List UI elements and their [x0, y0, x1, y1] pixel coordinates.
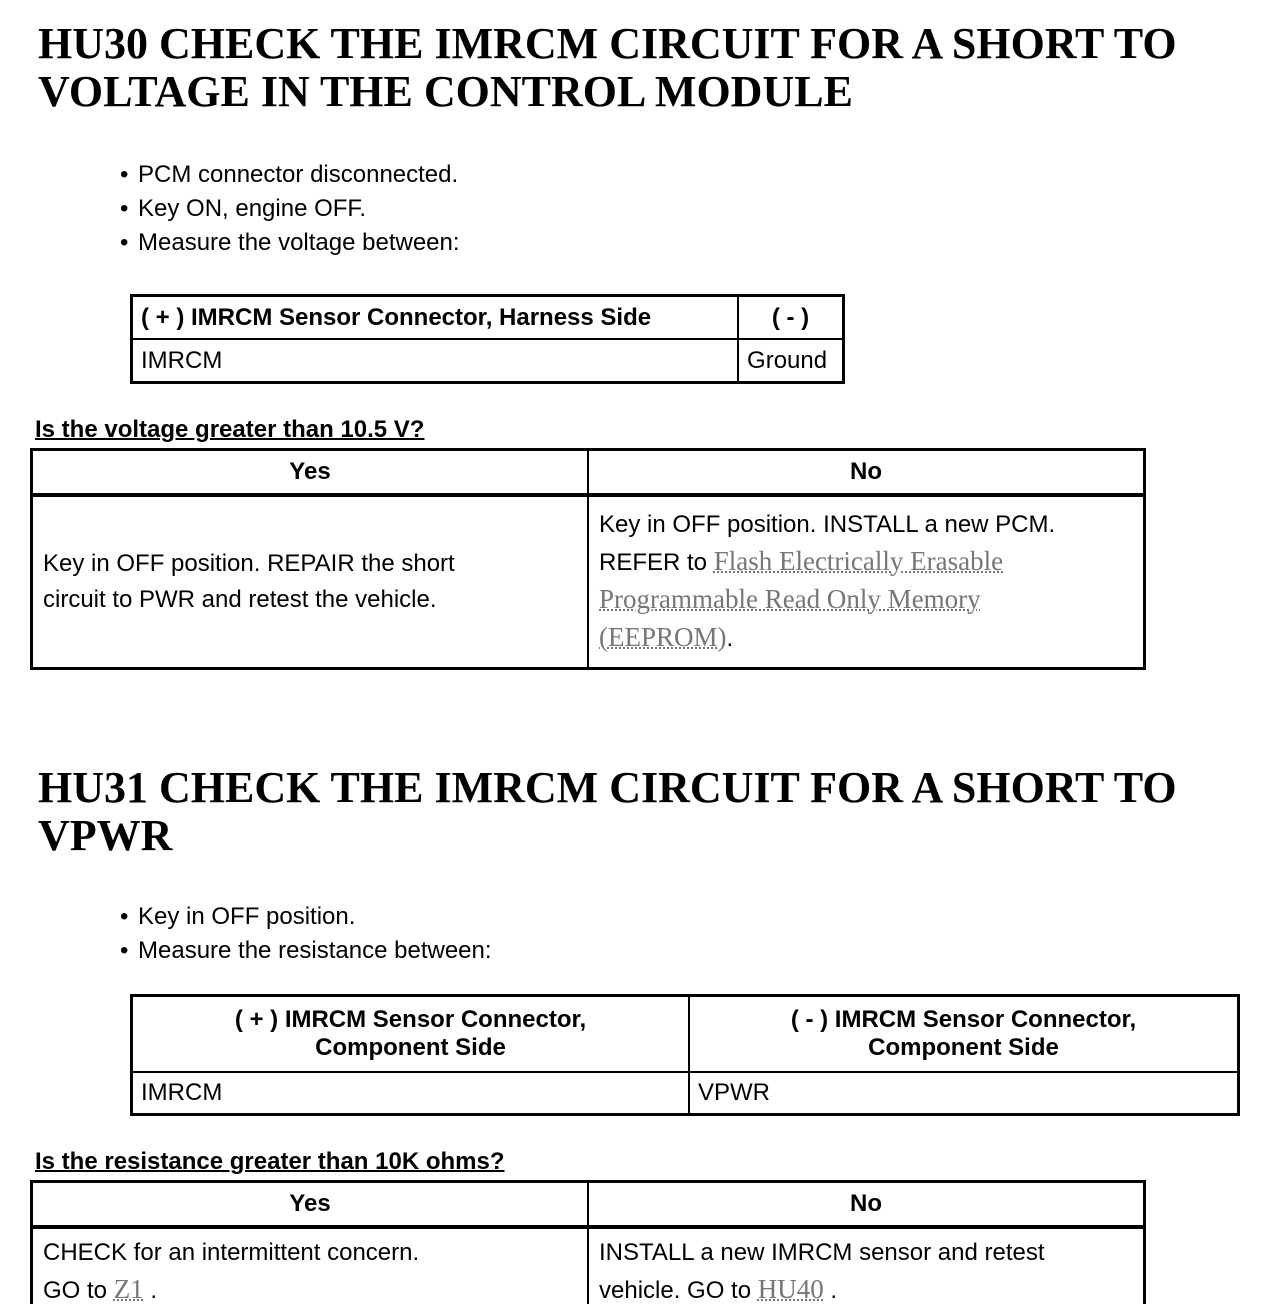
- yes-action-text: Key in OFF position. REPAIR the short: [43, 550, 455, 577]
- measure-minus-value: VPWR: [689, 1072, 1239, 1115]
- sentence-period: .: [823, 1277, 838, 1304]
- table-header-row: [32, 1182, 1145, 1228]
- header-line: ( - ) IMRCM Sensor Connector,: [790, 1006, 1137, 1033]
- table-header-row: [132, 996, 1239, 1073]
- yes-action-text: CHECK for an intermittent concern.: [43, 1239, 420, 1266]
- bullet-item: • Key in OFF position.: [120, 900, 1280, 934]
- no-action-text: INSTALL a new IMRCM sensor and retest: [599, 1239, 1045, 1266]
- no-action-cell: [588, 1227, 1145, 1304]
- header-line: Component Side: [315, 1034, 506, 1061]
- eeprom-link[interactable]: Flash Electrically Erasable: [713, 546, 1004, 576]
- hu30-measurement-table: [130, 294, 845, 384]
- sentence-period: .: [726, 625, 734, 652]
- hu30-bullet-list: [120, 158, 1280, 260]
- no-action-text: Key in OFF position. INSTALL a new PCM.: [599, 511, 1056, 538]
- hu31-bullet-list: [120, 900, 1280, 968]
- measure-minus-value: Ground: [738, 339, 843, 383]
- hu30-question: Is the voltage greater than 10.5 V?: [35, 416, 425, 443]
- bullet-item: • Measure the voltage between:: [120, 226, 1280, 260]
- refer-to-text: REFER to: [599, 549, 714, 576]
- eeprom-link[interactable]: (EEPROM): [599, 622, 727, 652]
- hu31-question: Is the resistance greater than 10K ohms?: [35, 1148, 505, 1175]
- header-line: Component Side: [868, 1034, 1059, 1061]
- no-action-cell: [588, 495, 1145, 669]
- hu30-decision-table: [30, 448, 1146, 670]
- table-row: [132, 339, 844, 383]
- bullet-item: • Key ON, engine OFF.: [120, 192, 1280, 226]
- yes-action-text: circuit to PWR and retest the vehicle.: [43, 586, 437, 613]
- measure-minus-header: ( - ): [738, 296, 843, 340]
- yes-column-header: Yes: [32, 1182, 589, 1228]
- table-row: [132, 1072, 1239, 1115]
- yes-action-text: [43, 1271, 577, 1304]
- measure-minus-header: [689, 996, 1239, 1073]
- measure-plus-value: IMRCM: [132, 339, 739, 383]
- go-to-text: vehicle. GO to: [599, 1277, 758, 1304]
- no-action-text: [599, 1271, 1133, 1304]
- eeprom-link[interactable]: Programmable Read Only Memory: [599, 584, 981, 614]
- no-action-text: [599, 543, 1133, 581]
- yes-action-cell: [32, 1227, 589, 1304]
- table-row: [32, 495, 1145, 669]
- go-to-text: GO to: [43, 1277, 114, 1304]
- hu40-link[interactable]: HU40: [757, 1274, 824, 1304]
- bullet-item: • Measure the resistance between:: [120, 934, 1280, 968]
- hu31-decision-table: [30, 1180, 1146, 1304]
- hu30-title-line2: VOLTAGE IN THE CONTROL MODULE: [38, 67, 853, 116]
- measure-plus-value: IMRCM: [132, 1072, 690, 1115]
- measure-plus-header: ( + ) IMRCM Sensor Connector, Harness Side: [132, 296, 739, 340]
- yes-action-cell: [32, 495, 589, 669]
- hu31-title-line1: HU31 CHECK THE IMRCM CIRCUIT FOR A SHORT TO VPWR: [38, 763, 1177, 860]
- header-line: ( + ) IMRCM Sensor Connector,: [234, 1006, 587, 1033]
- measure-plus-header: [132, 996, 690, 1073]
- table-row: [32, 1227, 1145, 1304]
- no-action-text: [599, 581, 1133, 619]
- bullet-item: • PCM connector disconnected.: [120, 158, 1280, 192]
- sentence-period: .: [143, 1277, 158, 1304]
- no-column-header: No: [588, 450, 1145, 496]
- yes-column-header: Yes: [32, 450, 589, 496]
- table-header-row: [32, 450, 1145, 496]
- hu30-title-line1: HU30 CHECK THE IMRCM CIRCUIT FOR A SHORT TO: [38, 19, 1177, 68]
- no-action-text: [599, 619, 1133, 657]
- hu31-measurement-table: [130, 994, 1240, 1116]
- no-column-header: No: [588, 1182, 1145, 1228]
- hu31-section-title: [0, 764, 1280, 860]
- z1-link[interactable]: Z1: [113, 1274, 144, 1304]
- hu30-section-title: [0, 0, 1280, 116]
- table-header-row: [132, 296, 844, 340]
